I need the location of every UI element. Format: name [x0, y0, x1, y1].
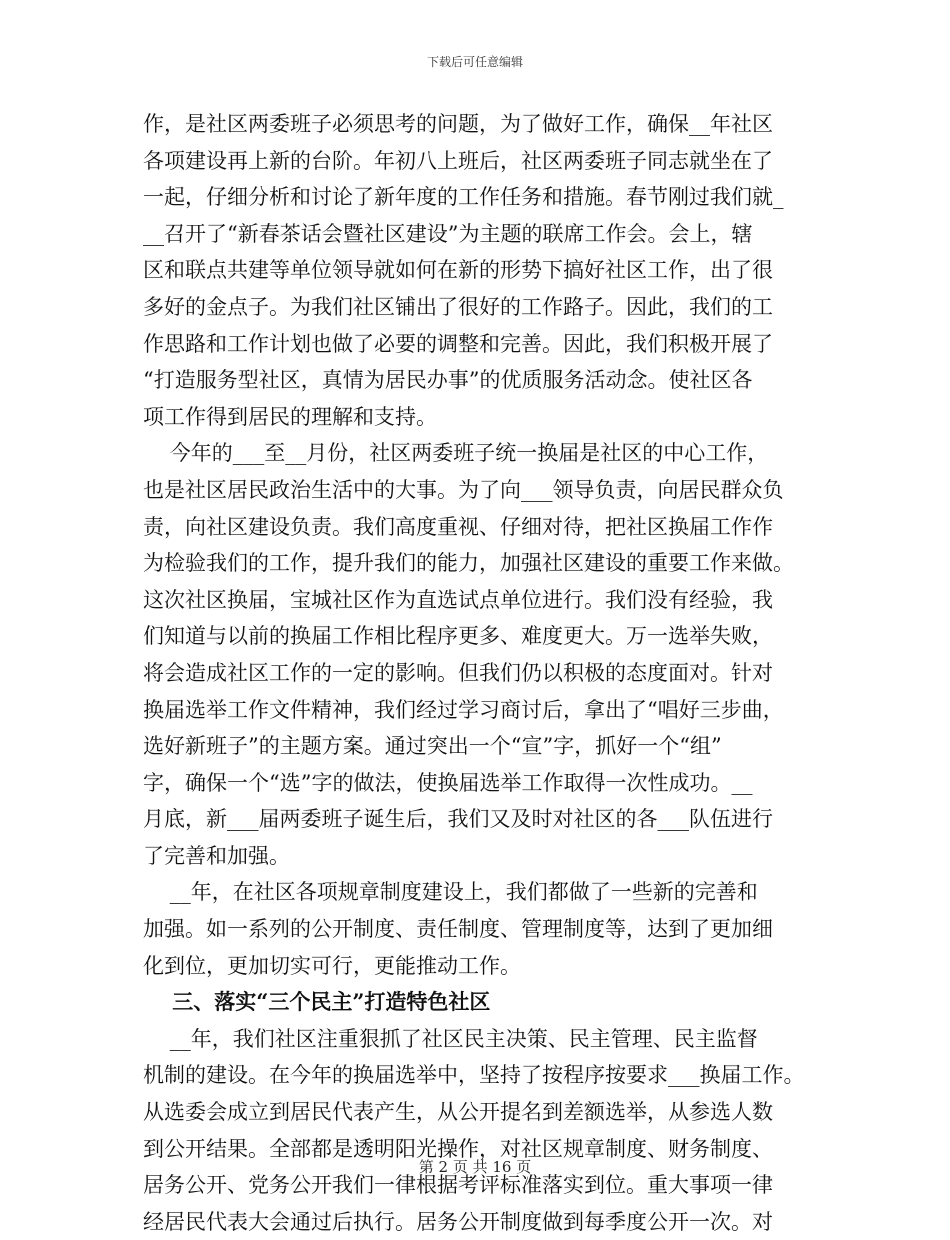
text-line: 们知道与以前的换届工作相比程序更多、难度更大。万一选举失败， [143, 624, 773, 649]
text-line: 将会造成社区工作的一定的影响。但我们仍以积极的态度面对。针对 [143, 660, 773, 685]
text-line: 字，确保一个“选”字的做法，使换届选举工作取得一次性成功。__ [143, 770, 753, 795]
text-line: 从选委会成立到居民代表产生，从公开提名到差额选举，从参选人数 [143, 1100, 773, 1125]
text-line: 各项建设再上新的台阶。年初八上班后，社区两委班子同志就坐在了 [143, 148, 773, 173]
text-line: 经居民代表大会通过后执行。居务公开制度做到每季度公开一次。对 [143, 1209, 773, 1234]
text-line: __召开了“新春茶话会暨社区建设”为主题的联席工作会。会上，辖 [143, 221, 753, 246]
text-line: __年，在社区各项规章制度建设上，我们都做了一些新的完善和 [143, 880, 758, 905]
text-line: 区和联点共建等单位领导就如何在新的形势下搞好社区工作，出了很 [143, 258, 773, 283]
text-line: 这次社区换届，宝城社区作为直选试点单位进行。我们没有经验，我 [143, 587, 773, 612]
text-line: 责，向社区建设负责。我们高度重视、仔细对待，把社区换届工作作 [143, 514, 773, 539]
text-line: “打造服务型社区，真情为居民办事”的优质服务活动念。使社区各 [143, 368, 753, 393]
text-line: 了完善和加强。 [143, 843, 290, 868]
text-line: 到公开结果。全部都是透明阳光操作，对社区规章制度、财务制度、 [143, 1136, 773, 1161]
page-header: 下载后可任意编辑 [426, 55, 523, 69]
text-line: 一起，仔细分析和讨论了新年度的工作任务和措施。春节刚过我们就_ [143, 185, 784, 210]
text-line: 化到位，更加切实可行，更能推动工作。 [143, 953, 521, 978]
document-body [143, 106, 823, 1240]
text-line: 月底，新___届两委班子诞生后，我们又及时对社区的各___队伍进行 [143, 807, 773, 832]
text-line: 作思路和工作计划也做了必要的调整和完善。因此，我们积极开展了 [143, 331, 773, 356]
text-line: 今年的___至__月份，社区两委班子统一换届是社区的中心工作， [143, 441, 769, 466]
text-line: 加强。如一系列的公开制度、责任制度、管理制度等，达到了更加细 [143, 917, 773, 942]
text-line: __年，我们社区注重狠抓了社区民主决策、民主管理、民主监督 [143, 1026, 758, 1051]
text-line: 作，是社区两委班子必须思考的问题，为了做好工作，确保__年社区 [143, 112, 773, 136]
text-line: 居务公开、党务公开我们一律根据考评标准落实到位。重大事项一律 [143, 1173, 773, 1198]
text-line: 也是社区居民政治生活中的大事。为了向___领导负责，向居民群众负 [143, 477, 784, 502]
page-footer: 第 2 页 共 16 页 [418, 1158, 532, 1176]
text-line: 为检验我们的工作，提升我们的能力，加强社区建设的重要工作来做。 [143, 551, 794, 576]
text-line: 换届选举工作文件精神，我们经过学习商讨后，拿出了“唱好三步曲， [143, 697, 784, 722]
text-line: 机制的建设。在今年的换届选举中，坚持了按程序按要求___换届工作。 [143, 1063, 805, 1088]
text-line: 多好的金点子。为我们社区铺出了很好的工作路子。因此，我们的工 [143, 294, 773, 319]
text-line: 选好新班子”的主题方案。通过突出一个“宣”字，抓好一个“组” [143, 734, 722, 759]
text-line: 项工作得到居民的理解和支持。 [143, 404, 437, 429]
section-heading: 三、落实“三个民主”打造特色社区 [143, 989, 491, 1015]
